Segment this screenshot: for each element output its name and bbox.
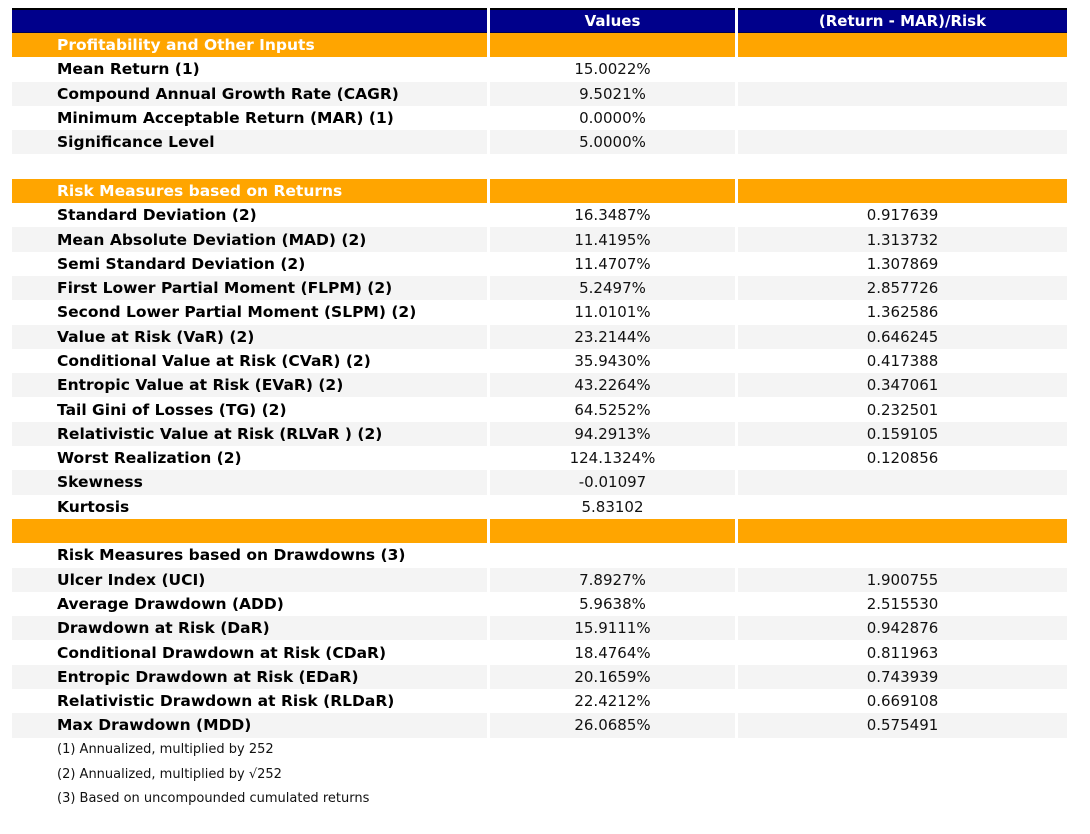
metric-cell: Entropic Drawdown at Risk (EDaR)	[12, 665, 487, 689]
metric-cell: Kurtosis	[57, 497, 130, 516]
table-row	[12, 33, 1067, 57]
metric-cell: Ulcer Index (UCI)	[12, 568, 487, 592]
metric-cell: Relativistic Drawdown at Risk (RLDaR)	[57, 692, 395, 711]
value-cell: 124.1324%	[569, 449, 656, 468]
table-row	[12, 57, 1067, 81]
ratio-cell: 1.307869	[866, 254, 939, 273]
ratio-cell: 0.811963	[866, 643, 939, 662]
value-cell: 5.9638%	[579, 594, 646, 613]
value-cell: 16.3487%	[574, 206, 651, 225]
metric-cell: Skewness	[12, 470, 487, 494]
value-cell: 5.0000%	[490, 130, 735, 154]
table-row	[12, 252, 1067, 276]
value-cell: 11.0101%	[574, 303, 651, 322]
table-header-row	[12, 8, 1067, 33]
ratio-cell: 0.347061	[738, 373, 1067, 397]
table-row	[12, 592, 1067, 616]
table-row	[12, 82, 1067, 106]
metric-cell: Tail Gini of Losses (TG) (2)	[57, 400, 287, 419]
ratio-cell: 1.362586	[866, 303, 939, 322]
value-cell: 22.4212%	[574, 692, 651, 711]
table-row	[12, 154, 1067, 178]
value-cell: 5.2497%	[490, 276, 735, 300]
value-cell: 5.83102	[581, 497, 644, 516]
ratio-cell	[738, 106, 1067, 130]
ratio-cell: 1.313732	[738, 227, 1067, 251]
value-cell: 35.9430%	[574, 352, 651, 370]
table-row	[12, 689, 1067, 713]
metric-cell: Drawdown at Risk (DaR)	[12, 616, 487, 640]
ratio-cell: 2.515530	[866, 594, 939, 613]
table-row	[12, 422, 1067, 446]
ratio-cell: 0.232501	[866, 400, 939, 419]
value-cell	[490, 543, 735, 567]
table-row	[12, 373, 1067, 397]
metric-cell: Mean Absolute Deviation (MAD) (2)	[12, 227, 487, 251]
ratio-cell: 0.743939	[738, 665, 1067, 689]
metric-cell: Standard Deviation (2)	[57, 206, 257, 225]
ratio-cell: 0.917639	[866, 206, 939, 225]
ratio-cell	[738, 57, 1067, 81]
metric-cell: Conditional Drawdown at Risk (CDaR)	[57, 643, 387, 662]
ratio-cell	[738, 154, 1067, 178]
table-body	[12, 33, 1067, 738]
risk-report-table	[12, 8, 1067, 811]
metric-cell: Entropic Value at Risk (EVaR) (2)	[12, 373, 487, 397]
metric-cell: Mean Return (1)	[57, 60, 200, 79]
ratio-cell	[738, 33, 1067, 57]
table-row	[12, 470, 1067, 494]
ratio-cell: 0.942876	[738, 616, 1067, 640]
table-row	[12, 495, 1067, 519]
table-row	[12, 106, 1067, 130]
footnote: (2) Annualized, multiplied by √252	[57, 766, 282, 782]
value-cell: 94.2913%	[490, 422, 735, 446]
table-row	[12, 203, 1067, 227]
metric-cell: Conditional Value at Risk (CVaR) (2)	[57, 352, 371, 370]
value-cell: 43.2264%	[490, 373, 735, 397]
value-cell: 23.2144%	[490, 325, 735, 349]
table-row	[12, 640, 1067, 664]
metric-cell: Value at Risk (VaR) (2)	[12, 325, 487, 349]
table-row	[12, 349, 1067, 373]
table-row	[12, 130, 1067, 154]
value-cell	[490, 179, 735, 203]
table-row	[12, 300, 1067, 324]
value-cell: 15.9111%	[490, 616, 735, 640]
footnotes	[12, 738, 1067, 811]
ratio-cell: 0.669108	[866, 692, 939, 711]
value-cell: 64.5252%	[574, 400, 651, 419]
table-row	[12, 568, 1067, 592]
footnote: (1) Annualized, multiplied by 252	[57, 742, 274, 758]
metric-cell: Worst Realization (2)	[57, 449, 242, 468]
value-cell: 26.0685%	[490, 713, 735, 737]
value-cell	[490, 33, 735, 57]
table-row	[12, 616, 1067, 640]
ratio-cell: 0.120856	[866, 449, 939, 468]
ratio-cell	[738, 519, 1067, 543]
value-cell: 9.5021%	[490, 82, 735, 106]
metric-cell: Risk Measures based on Returns	[12, 179, 487, 203]
table-row	[12, 713, 1067, 737]
value-cell: 18.4764%	[574, 643, 651, 662]
metric-cell: First Lower Partial Moment (FLPM) (2)	[12, 276, 487, 300]
metric-cell: Second Lower Partial Moment (SLPM) (2)	[57, 303, 417, 322]
header-metric-cell	[12, 8, 487, 33]
ratio-cell: 1.900755	[738, 568, 1067, 592]
table-row	[12, 325, 1067, 349]
value-cell: 15.0022%	[574, 60, 651, 79]
ratio-cell: 0.159105	[738, 422, 1067, 446]
metric-cell: Minimum Acceptable Return (MAR) (1)	[57, 109, 394, 128]
header-values-cell: Values	[490, 8, 735, 33]
metric-cell: Relativistic Value at Risk (RLVaR ) (2)	[12, 422, 487, 446]
table-row	[12, 446, 1067, 470]
metric-cell	[12, 519, 487, 543]
footnote: (3) Based on uncompounded cumulated returns	[57, 790, 370, 806]
value-cell: 7.8927%	[490, 568, 735, 592]
ratio-cell: 2.857726	[738, 276, 1067, 300]
ratio-cell	[738, 543, 1067, 567]
metric-cell: Max Drawdown (MDD)	[12, 713, 487, 737]
metric-cell: Risk Measures based on Drawdowns (3)	[57, 546, 406, 565]
value-cell	[490, 154, 735, 178]
value-cell: 11.4707%	[574, 254, 651, 273]
metric-cell: Average Drawdown (ADD)	[57, 594, 284, 613]
ratio-cell: 0.417388	[866, 352, 939, 370]
value-cell: 0.0000%	[579, 109, 646, 128]
metric-cell	[12, 154, 487, 178]
ratio-cell	[738, 82, 1067, 106]
ratio-cell	[738, 130, 1067, 154]
ratio-cell	[738, 495, 1067, 519]
metric-cell: Semi Standard Deviation (2)	[57, 254, 306, 273]
header-ratio-cell: (Return - MAR)/Risk	[738, 8, 1067, 33]
value-cell: 11.4195%	[490, 227, 735, 251]
ratio-cell: 0.646245	[738, 325, 1067, 349]
metric-cell: Compound Annual Growth Rate (CAGR)	[12, 82, 487, 106]
table-row	[12, 227, 1067, 251]
ratio-cell	[738, 179, 1067, 203]
value-cell: 20.1659%	[490, 665, 735, 689]
value-cell	[490, 519, 735, 543]
table-row	[12, 276, 1067, 300]
table-row	[12, 179, 1067, 203]
ratio-cell: 0.575491	[738, 713, 1067, 737]
metric-cell: Significance Level	[12, 130, 487, 154]
metric-cell: Profitability and Other Inputs	[12, 33, 487, 57]
table-row	[12, 519, 1067, 543]
table-row	[12, 543, 1067, 567]
ratio-cell	[738, 470, 1067, 494]
table-row	[12, 397, 1067, 421]
value-cell: -0.01097	[490, 470, 735, 494]
table-row	[12, 665, 1067, 689]
